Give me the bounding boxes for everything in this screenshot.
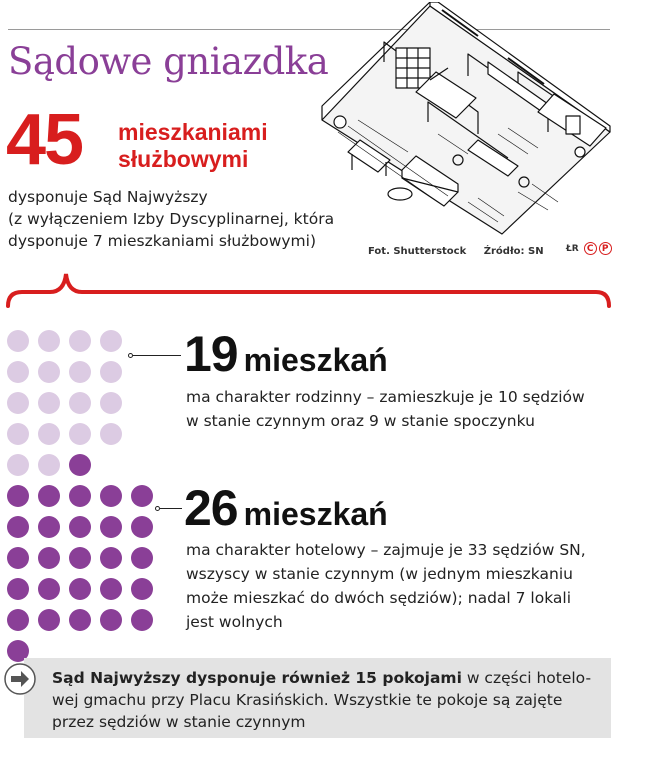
headline-label-line2: służbowymi [118, 146, 249, 172]
stat1-connector-dot [128, 353, 133, 358]
stat2-heading [184, 479, 388, 537]
dot-dots1-9 [38, 392, 60, 414]
stat1-unit: mieszkań [243, 342, 388, 378]
photo-credit: Fot. Shutterstock [368, 246, 467, 257]
dot-dots1-3 [100, 330, 122, 352]
logo-p-icon: P [599, 242, 612, 255]
source-credit: Źródło: SN [483, 246, 544, 257]
image-credits [368, 246, 558, 257]
dot-dots2-9 [131, 516, 153, 538]
dot-dots1-13 [38, 423, 60, 445]
dot-dots2-8 [100, 516, 122, 538]
headline-label-line1: mieszkaniami [118, 119, 268, 145]
dot-dots2-10 [7, 547, 29, 569]
dot-dots2-13 [100, 547, 122, 569]
dot-dots2-6 [38, 516, 60, 538]
dot-dots2-11 [38, 547, 60, 569]
stat2-number: 26 [184, 480, 238, 536]
stat2-line3: może mieszkać do dwóch sędziów); nadal 7 lokali [186, 589, 572, 607]
dot-dots1-6 [69, 361, 91, 383]
dot-dots1-2 [69, 330, 91, 352]
note-bold: Sąd Najwyższy dysponuje również 15 pokojami [52, 669, 462, 687]
dot-dots2-4 [131, 485, 153, 507]
stat2-line1: ma charakter hotelowy – zajmuje je 33 sędziów SN, [186, 541, 586, 559]
stat2-description [186, 538, 586, 634]
info-note-text [52, 667, 591, 733]
dot-dots2-3 [100, 485, 122, 507]
stat1-number: 19 [184, 326, 238, 382]
dot-dots1-10 [69, 392, 91, 414]
logo-c-icon: C [584, 242, 597, 255]
apartment-illustration [318, 2, 614, 238]
dot-dots2-23 [100, 609, 122, 631]
dot-dots1-16 [7, 454, 29, 476]
dot-dots2-12 [69, 547, 91, 569]
dot-dots2-0 [7, 485, 29, 507]
headline-number: 45 [6, 100, 83, 180]
dot-dots1-12 [7, 423, 29, 445]
publisher-logo [566, 242, 612, 255]
headline-label [118, 119, 268, 173]
note-line3: przez sędziów w stanie czynnym [52, 713, 306, 731]
stat1-line1: ma charakter rodzinny – zamieszkuje je 10 sędziów [186, 388, 585, 406]
dot-dots1-4 [7, 361, 29, 383]
logo-initials: ŁR [566, 243, 579, 254]
dot-dots1-7 [100, 361, 122, 383]
description-line1: dysponuje Sąd Najwyższy [8, 188, 208, 206]
dot-dots2-17 [69, 578, 91, 600]
dot-dots2-15 [7, 578, 29, 600]
description-line3: dysponuje 7 mieszkaniami służbowymi) [8, 232, 316, 250]
stat2-connector-dot [155, 506, 160, 511]
dot-dots2-20 [7, 609, 29, 631]
arrow-right-icon [4, 663, 36, 695]
dot-dots1-17 [38, 454, 60, 476]
headline-description [8, 186, 334, 252]
dot-dots1-15 [100, 423, 122, 445]
dot-dots2-21 [38, 609, 60, 631]
dot-dots1-8 [7, 392, 29, 414]
dot-dots2-2 [69, 485, 91, 507]
dot-dots1-5 [38, 361, 60, 383]
dot-dots2-7 [69, 516, 91, 538]
stat2-line4: jest wolnych [186, 613, 283, 631]
dot-dots2-1 [38, 485, 60, 507]
dot-dots1-0 [7, 330, 29, 352]
stat1-connector-line [133, 355, 181, 356]
note-line2: wej gmachu przy Placu Krasińskich. Wszystkie te pokoje są zajęte [52, 691, 563, 709]
stat1-description [186, 385, 585, 433]
page-title: Sądowe gniazdka [8, 40, 329, 83]
stat1-line2: w stanie czynnym oraz 9 w stanie spoczynku [186, 412, 535, 430]
stat2-unit: mieszkań [243, 496, 388, 532]
stat1-heading [184, 325, 388, 383]
curly-brace-divider [6, 262, 611, 312]
dot-dots2-16 [38, 578, 60, 600]
dot-dots2-24 [131, 609, 153, 631]
dot-dots2-14 [131, 547, 153, 569]
dot-dots2-18 [100, 578, 122, 600]
stat2-line2: wszyscy w stanie czynnym (w jednym mieszkaniu [186, 565, 573, 583]
stat2-connector-line [160, 508, 182, 509]
dot-dots2-22 [69, 609, 91, 631]
dot-dots2-19 [131, 578, 153, 600]
dot-dots2-5 [7, 516, 29, 538]
description-line2: (z wyłączeniem Izby Dyscyplinarnej, która [8, 210, 335, 228]
dot-dots1-18 [69, 454, 91, 476]
dot-dots1-1 [38, 330, 60, 352]
dot-dots1-11 [100, 392, 122, 414]
note-line1-rest: w części hotelo- [461, 669, 592, 687]
dot-dots1-14 [69, 423, 91, 445]
